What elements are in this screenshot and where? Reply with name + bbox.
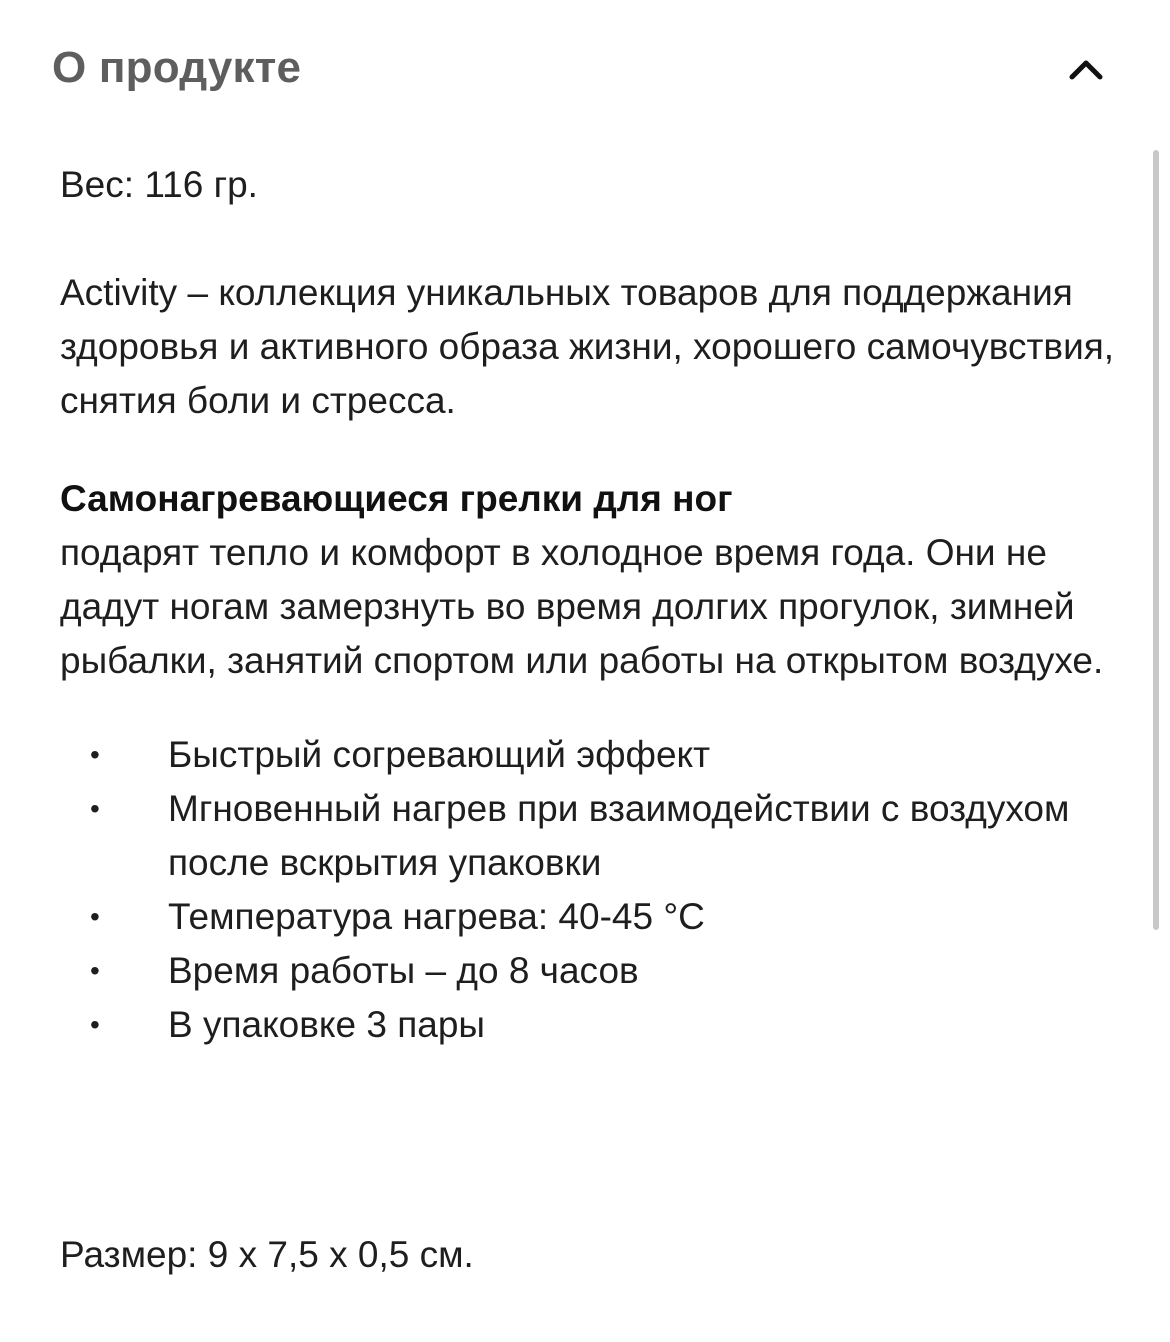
product-size: Размер: 9 x 7,5 x 0,5 см. bbox=[60, 1234, 474, 1275]
bullet-icon: • bbox=[90, 901, 100, 932]
bullet-icon: • bbox=[90, 1009, 100, 1040]
list-item-text: Мгновенный нагрев при взаимодействии с воздухом после вскрытия упаковки bbox=[168, 788, 1070, 883]
list-item bbox=[60, 944, 1120, 998]
list-item-text: В упаковке 3 пары bbox=[168, 1004, 486, 1045]
product-name-bold: Самонагревающиеся грелки для ног bbox=[60, 478, 733, 519]
list-item-text: Быстрый согревающий эффект bbox=[168, 734, 711, 775]
list-item-text: Температура нагрева: 40-45 °C bbox=[168, 896, 705, 937]
product-weight: Вес: 116 гр. bbox=[60, 164, 258, 205]
bullet-icon: • bbox=[90, 955, 100, 986]
collapse-button[interactable] bbox=[1056, 44, 1116, 94]
chevron-up-icon bbox=[1068, 56, 1104, 82]
description-text: подарят тепло и комфорт в холодное время года. Они не дадут ногам замерзнуть во время долгих прогулок, зимней рыбалки, занятий спортом или работы на открытом воздухе. bbox=[60, 532, 1104, 681]
bullet-icon: • bbox=[90, 739, 100, 770]
bullet-icon: • bbox=[90, 793, 100, 824]
feature-list bbox=[60, 728, 1120, 1052]
list-item bbox=[60, 728, 1120, 782]
product-description-paragraph bbox=[60, 472, 1120, 688]
product-section-header[interactable] bbox=[0, 0, 1170, 130]
list-item bbox=[60, 890, 1120, 944]
list-item bbox=[60, 998, 1120, 1052]
product-description bbox=[60, 158, 1120, 1052]
product-intro: Activity – коллекция уникальных товаров для поддержания здоровья и активного образа жизни, хорошего самочувствия, снятия боли и стресса. bbox=[60, 272, 1115, 421]
section-title: О продукте bbox=[52, 43, 302, 92]
list-item-text: Время работы – до 8 часов bbox=[168, 950, 639, 991]
scrollbar[interactable] bbox=[1153, 150, 1159, 930]
list-item bbox=[60, 782, 1120, 890]
